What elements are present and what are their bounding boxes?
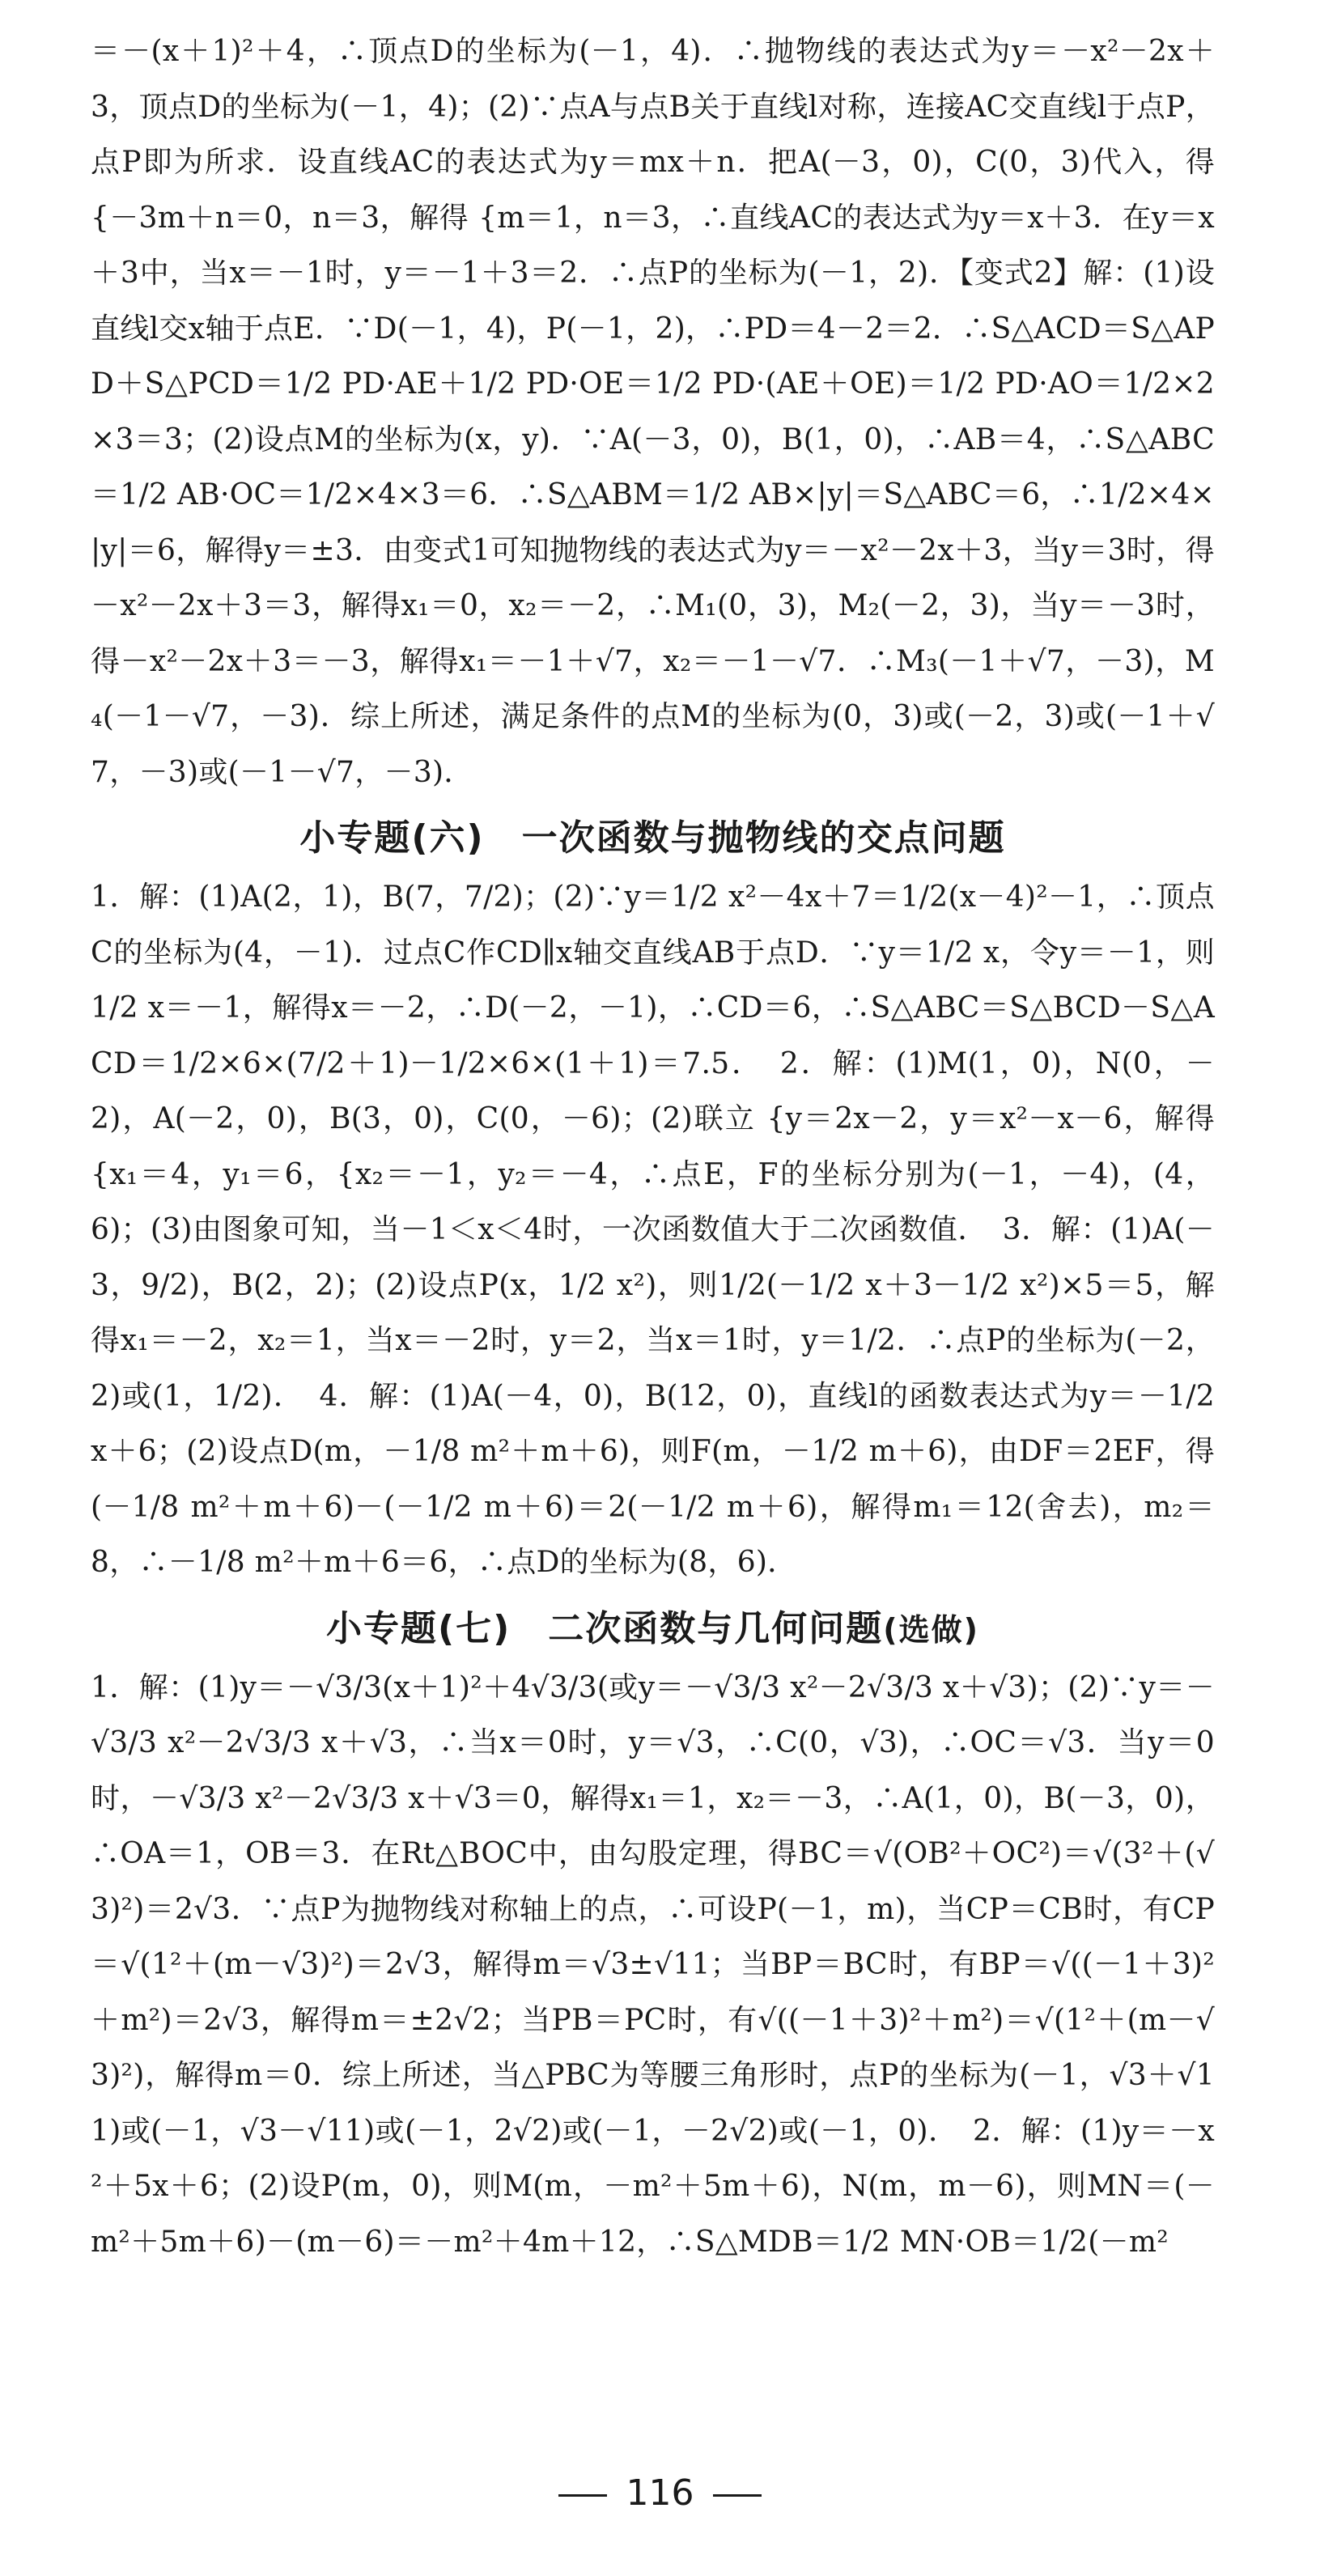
section-7-body: 1．解：(1)y＝－√3/3(x＋1)²＋4√3/3(或y＝－√3/3 x²－2√3/3 x＋√3)；(2)∵y＝－√3/3 x²－2√3/3 x＋√3，∴当x＝0时，y＝√3，∴C(0，√3)，∴OC＝√3．当y＝0时，－√3/3 x²－2√3/3 x＋√3＝0，解得x₁＝1，x₂＝－3，∴A(1，0)，B(－3，0)，∴OA＝1，OB＝3．在Rt△BOC中，由勾股定理，得BC＝√(OB²＋OC²)＝√(3²＋(√3)²)＝2√3．∵点P为抛物线对称轴上的点，∴可设P(－1，m)，当CP＝CB时，有CP＝√(1²＋(m－√3)²)＝2√3，解得m＝√3±√11；当BP＝BC时，有BP＝√((－1＋3)²＋m²)＝2√3，解得m＝±2√2；当PB＝PC时，有√((－1＋3)²＋m²)＝√(1²＋(m－√3)²)，解得m＝0．综上所述，当△PBC为等腰三角形时，点P的坐标为(－1，√3＋√11)或(－1，√3－√11)或(－1，2√2)或(－1，－2√2)或(－1，0)． 2．解：(1)y＝－x²＋5x＋6；(2)设P(m，0)，则M(m，－m²＋5m＋6)，N(m，m－6)，则MN＝(－m²＋5m＋6)－(m－6)＝－m²＋4m＋12，∴S△MDB＝1/2 MN·OB＝1/2(－m²: [91, 1670, 1215, 2259]
footer-dash-right: [713, 2494, 762, 2497]
page-number: 116: [626, 2472, 694, 2514]
page-footer: [0, 2472, 1320, 2514]
footer-dash-left: [558, 2494, 607, 2497]
section-7-title: 小专题(七) 二次函数与几何问题: [326, 1607, 884, 1649]
section-6-body: 1．解：(1)A(2，1)，B(7，7/2)；(2)∵y＝1/2 x²－4x＋7＝1/2(x－4)²－1，∴顶点C的坐标为(4，－1)．过点C作CD∥x轴交直线AB于点D．∵y＝1/2 x，令y＝－1，则1/2 x＝－1，解得x＝－2，∴D(－2，－1)，∴CD＝6，∴S△ABC＝S△BCD－S△ACD＝1/2×6×(7/2＋1)－1/2×6×(1＋1)＝7.5． 2．解：(1)M(1，0)，N(0，－2)，A(－2，0)，B(3，0)，C(0，－6)；(2)联立 {y＝2x－2，y＝x²－x－6，解得 {x₁＝4，y₁＝6，{x₂＝－1，y₂＝－4，∴点E，F的坐标分别为(－1，－4)，(4，6)；(3)由图象可知，当－1＜x＜4时，一次函数值大于二次函数值． 3．解：(1)A(－3，9/2)，B(2，2)；(2)设点P(x，1/2 x²)，则1/2(－1/2 x＋3－1/2 x²)×5＝5，解得x₁＝－2，x₂＝1，当x＝－2时，y＝2，当x＝1时，y＝1/2．∴点P的坐标为(－2，2)或(1，1/2)． 4．解：(1)A(－4，0)，B(12，0)，直线l的函数表达式为y＝－1/2 x＋6；(2)设点D(m，－1/8 m²＋m＋6)，则F(m，－1/2 m＋6)，由DF＝2EF，得(－1/8 m²＋m＋6)－(－1/2 m＋6)＝2(－1/2 m＋6)，解得m₁＝12(舍去)，m₂＝8，∴－1/8 m²＋m＋6＝6，∴点D的坐标为(8，6)．: [91, 881, 1215, 1579]
paragraph-continued: ＝－(x＋1)²＋4，∴顶点D的坐标为(－1，4)．∴抛物线的表达式为y＝－x²－2x＋3，顶点D的坐标为(－1，4)；(2)∵点A与点B关于直线l对称，连接AC交直线l于点P，点P即为所求．设直线AC的表达式为y＝mx＋n．把A(－3，0)，C(0，3)代入，得 {－3m＋n＝0，n＝3，解得 {m＝1，n＝3，∴直线AC的表达式为y＝x＋3．在y＝x＋3中，当x＝－1时，y＝－1＋3＝2．∴点P的坐标为(－1，2)．【变式2】解：(1)设直线l交x轴于点E．∵D(－1，4)，P(－1，2)，∴PD＝4－2＝2．∴S△ACD＝S△APD＋S△PCD＝1/2 PD·AE＋1/2 PD·OE＝1/2 PD·(AE＋OE)＝1/2 PD·AO＝1/2×2×3＝3；(2)设点M的坐标为(x，y)．∵A(－3，0)，B(1，0)，∴AB＝4，∴S△ABC＝1/2 AB·OC＝1/2×4×3＝6．∴S△ABM＝1/2 AB×|y|＝S△ABC＝6，∴1/2×4×|y|＝6，解得y＝±3．由变式1可知抛物线的表达式为y＝－x²－2x＋3，当y＝3时，得－x²－2x＋3＝3，解得x₁＝0，x₂＝－2，∴M₁(0，3)，M₂(－2，3)，当y＝－3时，得－x²－2x＋3＝－3，解得x₁＝－1＋√7，x₂＝－1－√7．∴M₃(－1＋√7，－3)，M₄(－1－√7，－3)．综上所述，满足条件的点M的坐标为(0，3)或(－2，3)或(－1＋√7，－3)或(－1－√7，－3)．: [91, 35, 1215, 789]
section-6-heading: [91, 808, 1215, 860]
section-7-heading: [91, 1599, 1215, 1651]
section-7-suffix: (选做): [883, 1611, 979, 1648]
section-6-title: 小专题(六) 一次函数与抛物线的交点问题: [299, 817, 1006, 859]
